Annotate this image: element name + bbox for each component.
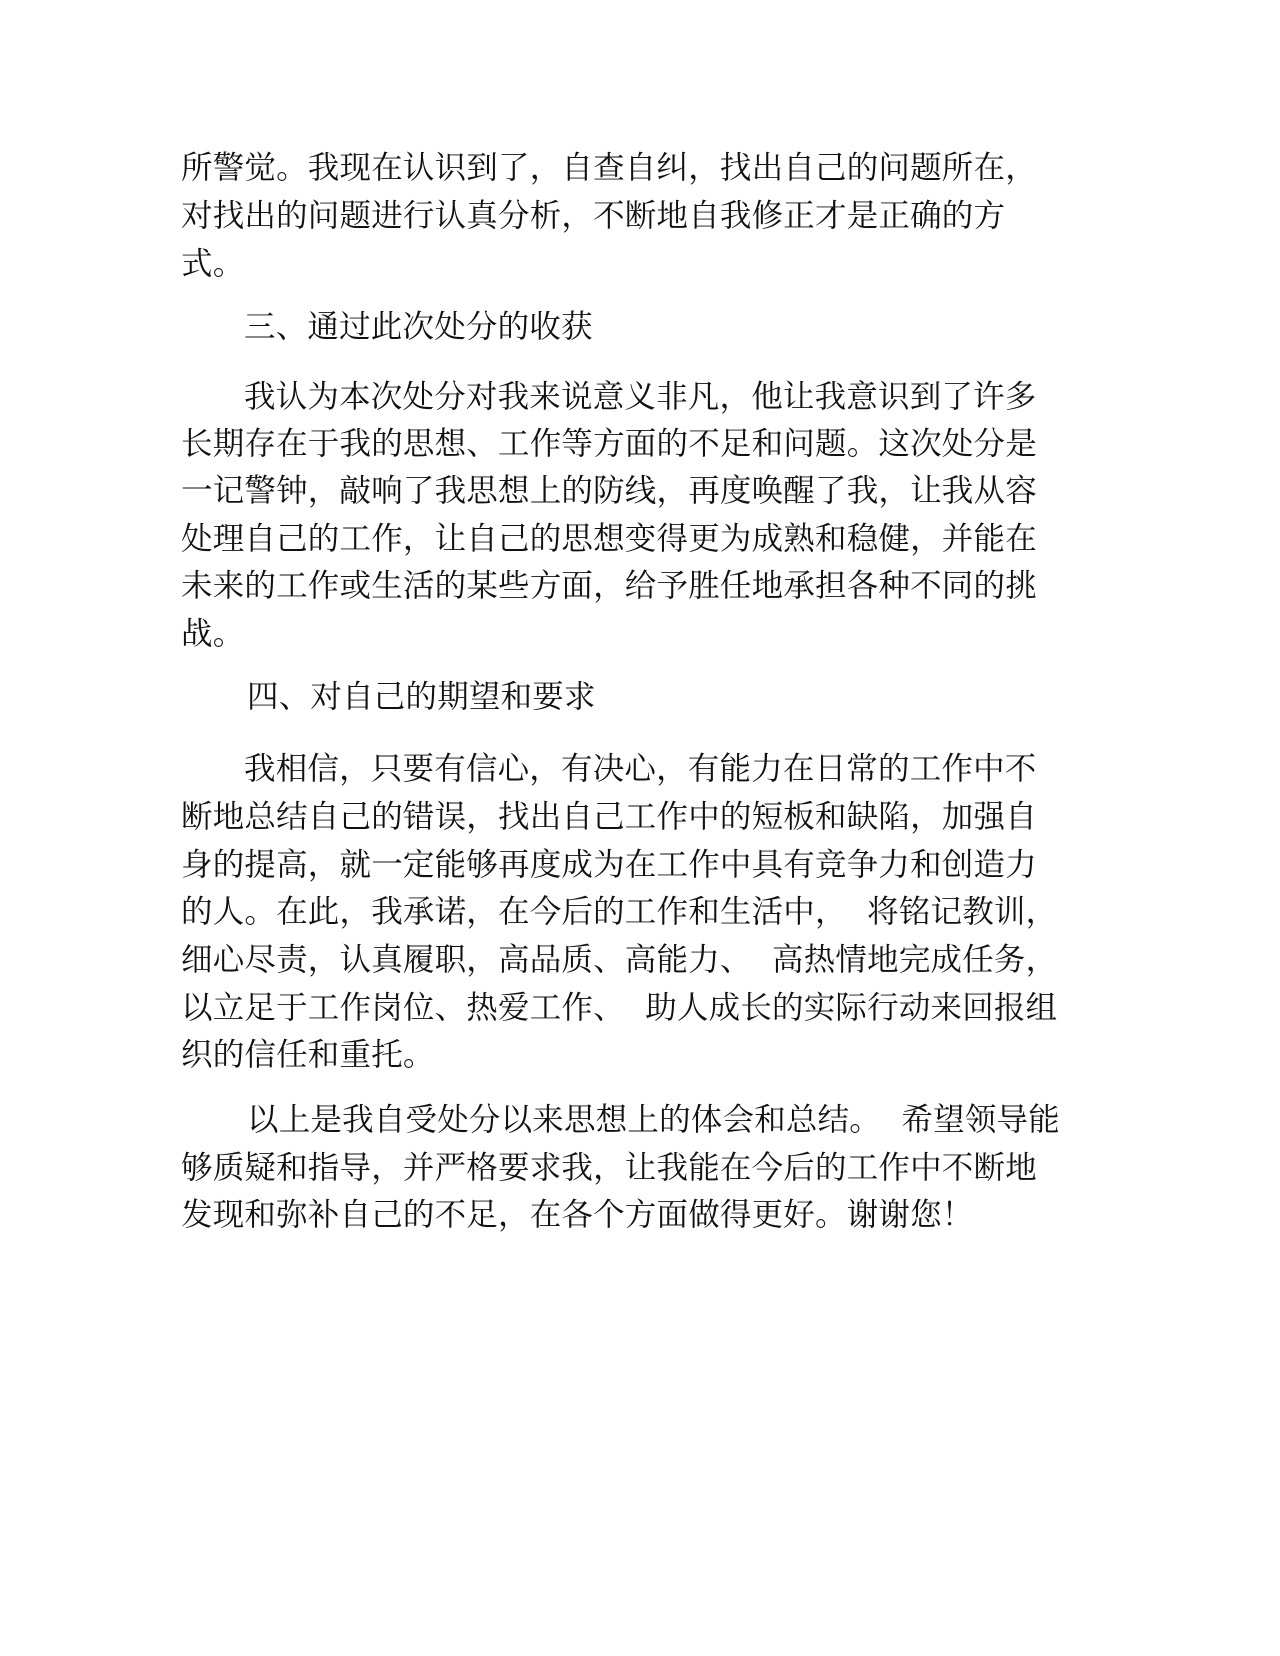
paragraph-line: 身的提高，就一定能够再度成为在工作中具有竞争力和创造力 (181, 847, 1037, 883)
paragraph-line: 的人。在此，我承诺，在今后的工作和生活中， 将铭记教训， (181, 894, 1058, 930)
paragraph-line: 长期存在于我的思想、工作等方面的不足和问题。这次处分是 (181, 426, 1037, 462)
section-heading-3: 三、通过此次处分的收获 (244, 309, 593, 345)
paragraph-line: 一记警钟，敲响了我思想上的防线，再度唤醒了我，让我从容 (181, 473, 1037, 509)
paragraph-line: 细心尽责，认真履职，高品质、高能力、 高热情地完成任务， (181, 942, 1058, 978)
paragraph-line: 织的信任和重托。 (181, 1037, 435, 1073)
section-heading-4: 四、对自己的期望和要求 (247, 679, 596, 715)
paragraph-line: 以上是我自受处分以来思想上的体会和总结。 希望领导能 (247, 1102, 1060, 1138)
paragraph-line: 我相信，只要有信心，有决心，有能力在日常的工作中不 (244, 751, 1037, 787)
paragraph-line: 战。 (181, 616, 245, 652)
paragraph-line: 所警觉。我现在认识到了，自查自纠，找出自己的问题所在， (181, 150, 1037, 186)
paragraph-line: 以立足于工作岗位、热爱工作、 助人成长的实际行动来回报组 (181, 990, 1058, 1026)
paragraph-line: 我认为本次处分对我来说意义非凡，他让我意识到了许多 (244, 379, 1037, 415)
paragraph-line: 未来的工作或生活的某些方面，给予胜任地承担各种不同的挑 (181, 568, 1037, 604)
paragraph-line: 够质疑和指导，并严格要求我，让我能在今后的工作中不断地 (181, 1150, 1037, 1186)
paragraph-line: 式。 (181, 246, 245, 282)
paragraph-line: 发现和弥补自己的不足，在各个方面做得更好。谢谢您！ (181, 1197, 974, 1233)
paragraph-line: 断地总结自己的错误，找出自己工作中的短板和缺陷，加强自 (181, 799, 1037, 835)
paragraph-line: 对找出的问题进行认真分析，不断地自我修正才是正确的方 (181, 198, 1006, 234)
paragraph-line: 处理自己的工作，让自己的思想变得更为成熟和稳健，并能在 (181, 521, 1037, 557)
